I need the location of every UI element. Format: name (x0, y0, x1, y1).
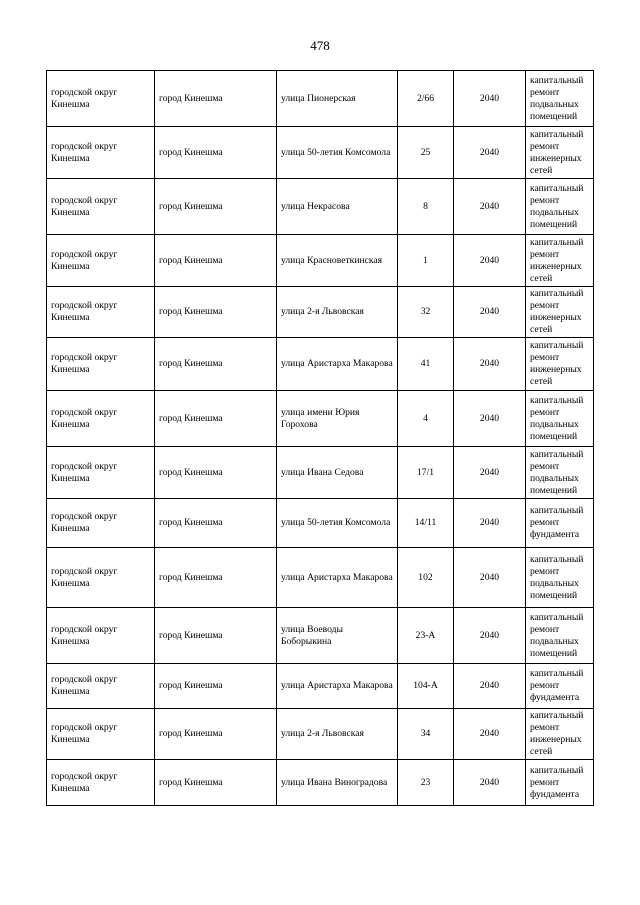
city-cell: город Кинешма (155, 548, 277, 608)
house-number-cell: 2/66 (398, 71, 454, 127)
house-number-cell: 104-А (398, 664, 454, 709)
house-number-cell: 4 (398, 391, 454, 447)
street-cell: улица Ивана Седова (277, 447, 398, 499)
district-cell: городской округ Кинешма (47, 338, 155, 391)
house-number-cell: 32 (398, 287, 454, 338)
street-cell: улица 50-летия Комсомола (277, 127, 398, 179)
house-number-cell: 25 (398, 127, 454, 179)
repair-schedule-table (46, 70, 594, 806)
city-cell: город Кинешма (155, 608, 277, 664)
year-cell: 2040 (454, 71, 526, 127)
district-cell: городской округ Кинешма (47, 391, 155, 447)
year-cell: 2040 (454, 391, 526, 447)
city-cell: город Кинешма (155, 499, 277, 548)
table-row (47, 447, 594, 499)
table-body (47, 71, 594, 806)
table-row (47, 760, 594, 806)
year-cell: 2040 (454, 447, 526, 499)
work-type-cell: капитальный ремонт подвальных помещений (526, 391, 594, 447)
house-number-cell: 23-А (398, 608, 454, 664)
work-type-cell: капитальный ремонт фундамента (526, 760, 594, 806)
district-cell: городской округ Кинешма (47, 287, 155, 338)
work-type-cell: капитальный ремонт подвальных помещений (526, 71, 594, 127)
work-type-cell: капитальный ремонт подвальных помещений (526, 447, 594, 499)
district-cell: городской округ Кинешма (47, 179, 155, 235)
work-type-cell: капитальный ремонт фундамента (526, 499, 594, 548)
table-row (47, 338, 594, 391)
city-cell: город Кинешма (155, 71, 277, 127)
district-cell: городской округ Кинешма (47, 235, 155, 287)
street-cell: улица Воеводы Боборыкина (277, 608, 398, 664)
table-row (47, 548, 594, 608)
year-cell: 2040 (454, 548, 526, 608)
street-cell: улица 2-я Львовская (277, 287, 398, 338)
city-cell: город Кинешма (155, 447, 277, 499)
street-cell: улица имени Юрия Горохова (277, 391, 398, 447)
table-row (47, 391, 594, 447)
city-cell: город Кинешма (155, 127, 277, 179)
street-cell: улица Ивана Виноградова (277, 760, 398, 806)
table-row (47, 287, 594, 338)
table-row (47, 608, 594, 664)
year-cell: 2040 (454, 608, 526, 664)
house-number-cell: 1 (398, 235, 454, 287)
work-type-cell: капитальный ремонт инженерных сетей (526, 338, 594, 391)
house-number-cell: 102 (398, 548, 454, 608)
house-number-cell: 8 (398, 179, 454, 235)
house-number-cell: 34 (398, 709, 454, 760)
table-row (47, 664, 594, 709)
city-cell: город Кинешма (155, 338, 277, 391)
table-row (47, 499, 594, 548)
house-number-cell: 17/1 (398, 447, 454, 499)
district-cell: городской округ Кинешма (47, 664, 155, 709)
year-cell: 2040 (454, 709, 526, 760)
work-type-cell: капитальный ремонт подвальных помещений (526, 179, 594, 235)
street-cell: улица Некрасова (277, 179, 398, 235)
street-cell: улица Аристарха Макарова (277, 664, 398, 709)
work-type-cell: капитальный ремонт фундамента (526, 664, 594, 709)
district-cell: городской округ Кинешма (47, 71, 155, 127)
district-cell: городской округ Кинешма (47, 760, 155, 806)
work-type-cell: капитальный ремонт подвальных помещений (526, 548, 594, 608)
house-number-cell: 41 (398, 338, 454, 391)
street-cell: улица 50-летия Комсомола (277, 499, 398, 548)
work-type-cell: капитальный ремонт инженерных сетей (526, 287, 594, 338)
street-cell: улица Аристарха Макарова (277, 548, 398, 608)
city-cell: город Кинешма (155, 664, 277, 709)
street-cell: улица 2-я Львовская (277, 709, 398, 760)
page-number: 478 (310, 38, 330, 53)
table-row (47, 179, 594, 235)
city-cell: город Кинешма (155, 287, 277, 338)
work-type-cell: капитальный ремонт инженерных сетей (526, 709, 594, 760)
year-cell: 2040 (454, 235, 526, 287)
year-cell: 2040 (454, 760, 526, 806)
street-cell: улица Пионерская (277, 71, 398, 127)
work-type-cell: капитальный ремонт инженерных сетей (526, 235, 594, 287)
work-type-cell: капитальный ремонт инженерных сетей (526, 127, 594, 179)
city-cell: город Кинешма (155, 179, 277, 235)
district-cell: городской округ Кинешма (47, 127, 155, 179)
district-cell: городской округ Кинешма (47, 447, 155, 499)
house-number-cell: 23 (398, 760, 454, 806)
district-cell: городской округ Кинешма (47, 608, 155, 664)
city-cell: город Кинешма (155, 709, 277, 760)
table-row (47, 235, 594, 287)
district-cell: городской округ Кинешма (47, 709, 155, 760)
table-row (47, 127, 594, 179)
year-cell: 2040 (454, 127, 526, 179)
work-type-cell: капитальный ремонт подвальных помещений (526, 608, 594, 664)
year-cell: 2040 (454, 664, 526, 709)
year-cell: 2040 (454, 179, 526, 235)
table-row (47, 709, 594, 760)
year-cell: 2040 (454, 338, 526, 391)
year-cell: 2040 (454, 287, 526, 338)
city-cell: город Кинешма (155, 391, 277, 447)
city-cell: город Кинешма (155, 760, 277, 806)
year-cell: 2040 (454, 499, 526, 548)
district-cell: городской округ Кинешма (47, 499, 155, 548)
district-cell: городской округ Кинешма (47, 548, 155, 608)
street-cell: улица Аристарха Макарова (277, 338, 398, 391)
house-number-cell: 14/11 (398, 499, 454, 548)
city-cell: город Кинешма (155, 235, 277, 287)
street-cell: улица Красноветкинская (277, 235, 398, 287)
table-row (47, 71, 594, 127)
